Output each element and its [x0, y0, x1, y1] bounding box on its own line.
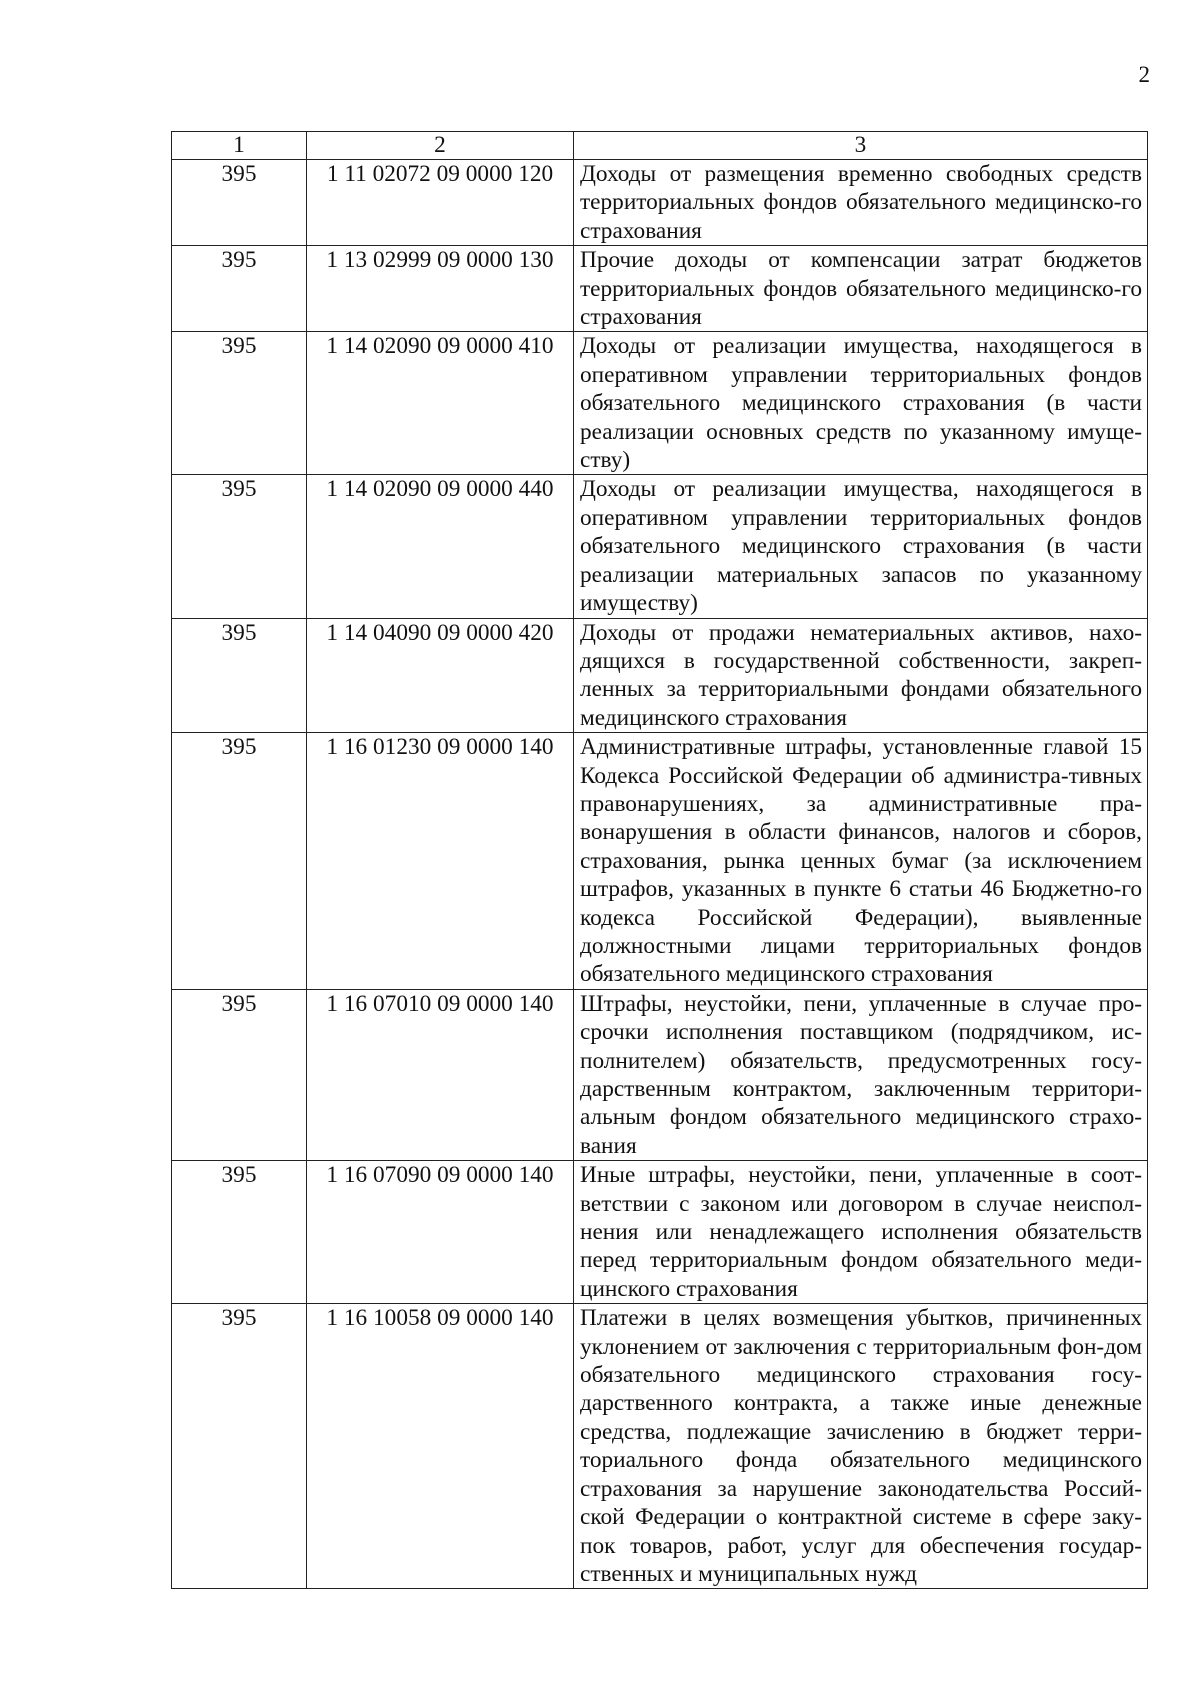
table-row [172, 475, 1148, 618]
admin-code-cell: 395 [172, 1161, 307, 1304]
admin-code-cell: 395 [172, 733, 307, 990]
kbk-code-cell: 1 16 10058 09 0000 140 [307, 1304, 574, 1589]
description-cell: Прочие доходы от компенсации затрат бюджетов территориальных фондов обязательного медицинско-го страхования [574, 246, 1148, 332]
admin-code-cell: 395 [172, 332, 307, 475]
kbk-code-cell: 1 16 01230 09 0000 140 [307, 733, 574, 990]
table-header [172, 132, 1148, 160]
admin-code-cell: 395 [172, 989, 307, 1160]
description-cell: Административные штрафы, установленные главой 15 Кодекса Российской Федерации об администра-тивных правонарушениях, за административные пра-вонарушения в области финансов, налогов и сборов, страхования, рынка ценных бумаг (за исключением штрафов, указанных в пункте 6 статьи 46 Бюджетно-го кодекса Российской Федерации), выявленные должностными лицами территориальных фондов обязательного медицинского страхования [574, 733, 1148, 990]
table-row [172, 1161, 1148, 1304]
table-row [172, 246, 1148, 332]
table-row [172, 332, 1148, 475]
table-row [172, 1304, 1148, 1589]
kbk-code-cell: 1 11 02072 09 0000 120 [307, 160, 574, 246]
description-cell: Платежи в целях возмещения убытков, причиненных уклонением от заключения с территориальным фон-дом обязательного медицинского страхования госу-дарственного контракта, а также иные денежные средства, подлежащие зачислению в бюджет терри-ториального фонда обязательного медицинского страхования за нарушение законодательства Россий-ской Федерации о контрактной системе в сфере заку-пок товаров, работ, услуг для обеспечения государ-ственных и муниципальных нужд [574, 1304, 1148, 1589]
kbk-code-cell: 1 14 02090 09 0000 410 [307, 332, 574, 475]
kbk-code-cell: 1 16 07010 09 0000 140 [307, 989, 574, 1160]
description-cell: Штрафы, неустойки, пени, уплаченные в случае про-срочки исполнения поставщиком (подрядчиком, ис-полнителем) обязательств, предусмотренных госу-дарственным контрактом, заключенным территори-альным фондом обязательного медицинского страхо-вания [574, 989, 1148, 1160]
page-number: 2 [1138, 62, 1150, 87]
admin-code-cell: 395 [172, 1304, 307, 1589]
admin-code-cell: 395 [172, 618, 307, 733]
column-header-2: 2 [307, 132, 574, 160]
kbk-code-cell: 1 14 04090 09 0000 420 [307, 618, 574, 733]
table-row [172, 989, 1148, 1160]
admin-code-cell: 395 [172, 246, 307, 332]
table-row [172, 618, 1148, 733]
table-body [172, 160, 1148, 1589]
kbk-code-cell: 1 14 02090 09 0000 440 [307, 475, 574, 618]
admin-code-cell: 395 [172, 160, 307, 246]
table-row [172, 733, 1148, 990]
header-row [172, 132, 1148, 160]
description-cell: Доходы от размещения временно свободных средств территориальных фондов обязательного медицинско-го страхования [574, 160, 1148, 246]
description-cell: Доходы от реализации имущества, находящегося в оперативном управлении территориальных фондов обязательного медицинского страхования (в части реализации материальных запасов по указанному имуществу) [574, 475, 1148, 618]
description-cell: Доходы от реализации имущества, находящегося в оперативном управлении территориальных фондов обязательного медицинского страхования (в части реализации основных средств по указанному имуще-ству) [574, 332, 1148, 475]
admin-code-cell: 395 [172, 475, 307, 618]
table-row [172, 160, 1148, 246]
kbk-code-cell: 1 13 02999 09 0000 130 [307, 246, 574, 332]
column-header-1: 1 [172, 132, 307, 160]
description-cell: Доходы от продажи нематериальных активов, нахо-дящихся в государственной собственности, закреп-ленных за территориальными фондами обязательного медицинского страхования [574, 618, 1148, 733]
kbk-code-cell: 1 16 07090 09 0000 140 [307, 1161, 574, 1304]
description-cell: Иные штрафы, неустойки, пени, уплаченные в соот-ветствии с законом или договором в случае неиспол-нения или ненадлежащего исполнения обязательств перед территориальным фондом обязательного меди-цинского страхования [574, 1161, 1148, 1304]
income-codes-table [171, 131, 1148, 1589]
column-header-3: 3 [574, 132, 1148, 160]
